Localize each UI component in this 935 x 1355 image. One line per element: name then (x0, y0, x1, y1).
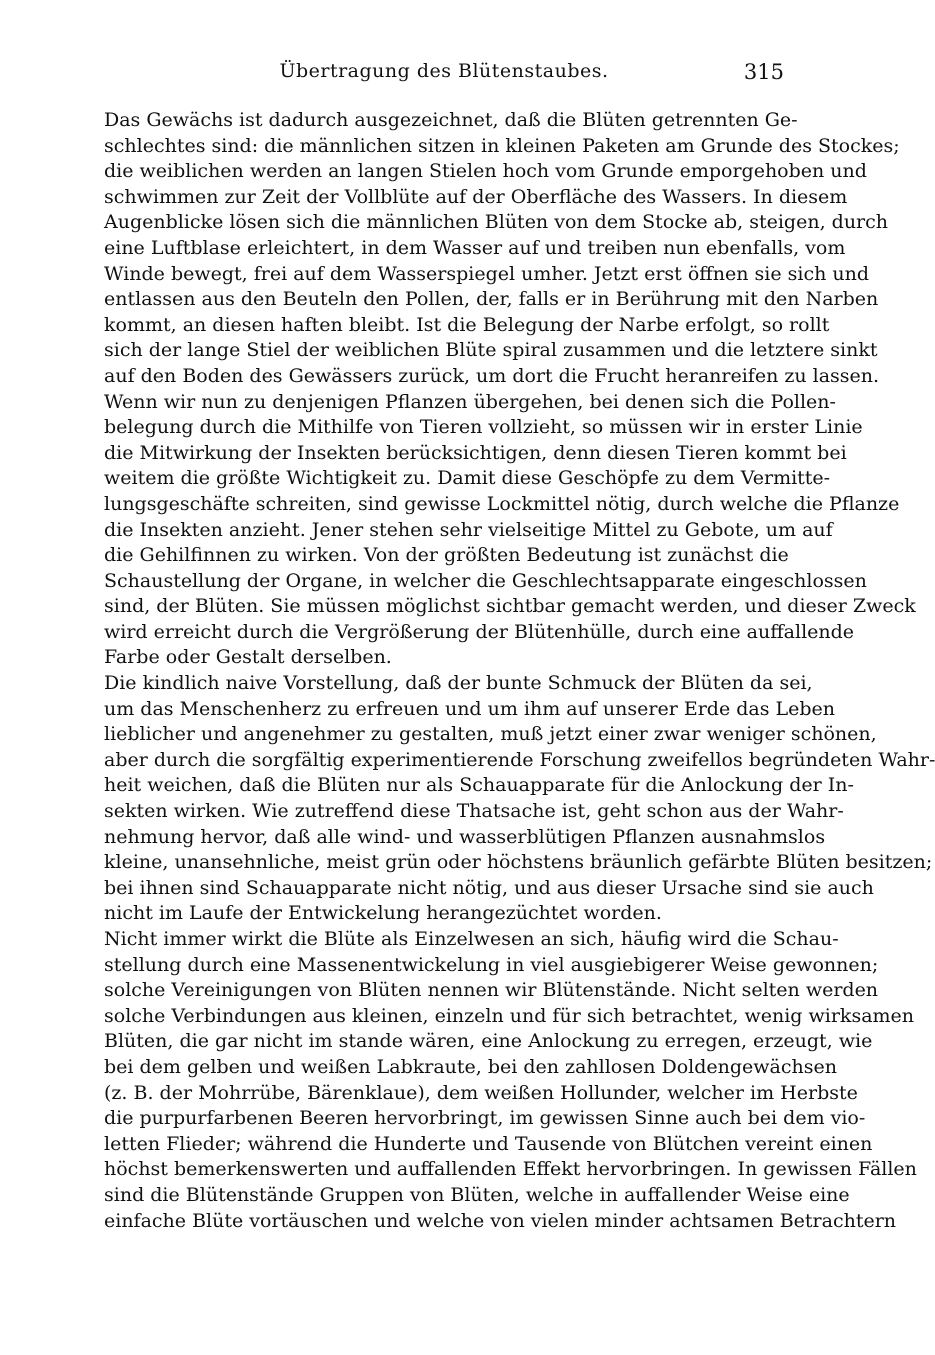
text-line: Nicht immer wirkt die Blüte als Einzelwesen an sich, häufig wird die Schau- (104, 928, 839, 950)
text-line: sich der lange Stiel der weiblichen Blüte spiral zusammen und die letztere sinkt (104, 339, 878, 362)
body-text (104, 108, 935, 1234)
text-line: die weiblichen werden an langen Stielen hoch vom Grunde emporgehoben und (104, 160, 867, 183)
text-line: (z. B. der Mohrrübe, Bärenklaue), dem weißen Hollunder, welcher im Herbste (104, 1081, 858, 1104)
paragraph (104, 390, 916, 672)
text-line: um das Menschenherz zu erfreuen und um ihm auf unserer Erde das Leben (104, 697, 836, 720)
text-line: die Gehilfinnen zu wirken. Von der größten Bedeutung ist zunächst die (104, 544, 789, 567)
text-line: höchst bemerkenswerten und auffallenden Effekt hervorbringen. In gewissen Fällen (104, 1158, 917, 1181)
page-header (104, 56, 784, 96)
paragraph (104, 927, 917, 1234)
text-line: die purpurfarbenen Beeren hervorbringt, im gewissen Sinne auch bei dem vio- (104, 1107, 866, 1130)
text-line: Winde bewegt, frei auf dem Wasserspiegel umher. Jetzt erst öffnen sie sich und (104, 262, 870, 285)
text-line: heit weichen, daß die Blüten nur als Schauapparate für die Anlockung der In- (104, 774, 854, 797)
text-line: wird erreicht durch die Vergrößerung der Blütenhülle, durch eine auffallende (104, 620, 855, 643)
text-line: nicht im Laufe der Entwickelung herangezüchtet worden. (104, 902, 662, 925)
text-line: lungsgeschäfte schreiten, sind gewisse Lockmittel nötig, durch welche die Pflanze (104, 492, 900, 515)
text-line: lieblicher und angenehmer zu gestalten, muß jetzt einer zwar weniger schönen, (104, 723, 877, 746)
text-line: sind die Blütenstände Gruppen von Blüten, welche in auffallender Weise eine (104, 1183, 850, 1206)
text-line: nehmung hervor, daß alle wind- und wasserblütigen Pflanzen ausnahmslos (104, 825, 826, 848)
text-line: die Insekten anzieht. Jener stehen sehr vielseitige Mittel zu Gebote, um auf (104, 518, 833, 541)
text-line: auf den Boden des Gewässers zurück, um dort die Frucht heranreifen zu lassen. (104, 364, 880, 387)
text-line: entlassen aus den Beuteln den Pollen, der, falls er in Berührung mit den Narben (104, 288, 879, 311)
text-line: Die kindlich naive Vorstellung, daß der bunte Schmuck der Blüten da sei, (104, 672, 813, 695)
text-line: aber durch die sorgfältig experimentierende Forschung zweifellos begründeten Wahr- (104, 748, 935, 771)
text-line: Schaustellung der Organe, in welcher die Geschlechtsapparate eingeschlossen (104, 569, 867, 592)
text-line: stellung durch eine Massenentwickelung in viel ausgiebigerer Weise gewonnen; (104, 953, 879, 976)
text-line: weitem die größte Wichtigkeit zu. Damit diese Geschöpfe zu dem Vermitte- (104, 467, 831, 490)
text-line: Das Gewächs ist dadurch ausgezeichnet, daß die Blüten getrennten Ge- (104, 109, 798, 131)
text-line: bei dem gelben und weißen Labkraute, bei den zahllosen Doldengewächsen (104, 1055, 837, 1078)
text-line: schlechtes sind: die männlichen sitzen in kleinen Paketen am Grunde des Stockes; (104, 134, 900, 157)
text-line: Wenn wir nun zu denjenigen Pflanzen übergehen, bei denen sich die Pollen- (104, 390, 836, 413)
text-line: Augenblicke lösen sich die männlichen Blüten von dem Stocke ab, steigen, durch (104, 211, 889, 234)
text-line: kommt, an diesen haften bleibt. Ist die Belegung der Narbe erfolgt, so rollt (104, 313, 830, 336)
text-line: Farbe oder Gestalt derselben. (104, 646, 392, 669)
text-line: Blüten, die gar nicht im stande wären, eine Anlockung zu erregen, erzeugt, wie (104, 1030, 873, 1053)
text-line: die Mitwirkung der Insekten berücksichtigen, denn diesen Tieren kommt bei (104, 441, 847, 464)
paragraph (104, 671, 935, 927)
text-line: letten Flieder; während die Hunderte und Tausende von Blütchen vereint einen (104, 1132, 873, 1155)
text-line: kleine, unansehnliche, meist grün oder höchstens bräunlich gefärbte Blüten besitzen; (104, 851, 933, 874)
text-line: bei ihnen sind Schauapparate nicht nötig, und aus dieser Ursache sind sie auch (104, 876, 874, 899)
text-line: sind, der Blüten. Sie müssen möglichst sichtbar gemacht werden, und dieser Zweck (104, 595, 916, 618)
page-number: 315 (743, 60, 784, 84)
text-line: sekten wirken. Wie zutreffend diese Thatsache ist, geht schon aus der Wahr- (104, 800, 844, 823)
paragraph (104, 108, 900, 390)
running-head: Übertragung des Blütenstaubes. (279, 60, 609, 82)
text-line: schwimmen zur Zeit der Vollblüte auf der Oberfläche des Wassers. In diesem (104, 185, 848, 208)
text-line: solche Verbindungen aus kleinen, einzeln und für sich betrachtet, wenig wirksamen (104, 1004, 915, 1027)
text-line: eine Luftblase erleichtert, in dem Wasser auf und treiben nun ebenfalls, vom (104, 236, 846, 259)
text-line: solche Vereinigungen von Blüten nennen wir Blütenstände. Nicht selten werden (104, 979, 879, 1002)
text-line: einfache Blüte vortäuschen und welche von vielen minder achtsamen Betrachtern (104, 1209, 897, 1232)
text-line: belegung durch die Mithilfe von Tieren vollzieht, so müssen wir in erster Linie (104, 416, 863, 439)
